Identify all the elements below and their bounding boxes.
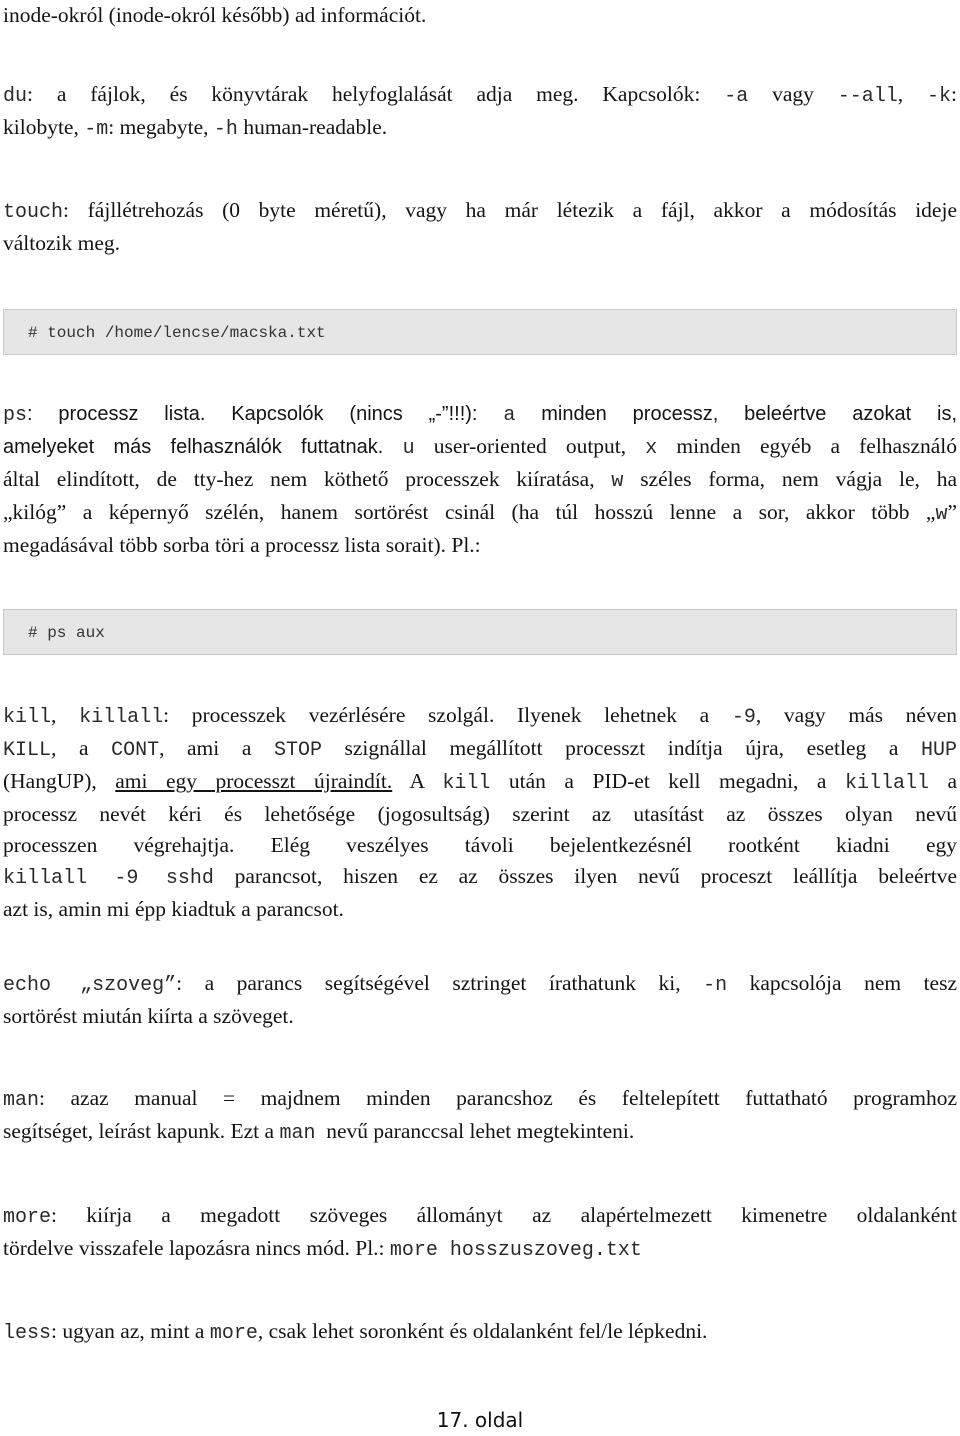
text-line: processz nevét kéri és lehetősége (jogosultság) szerint az utasítást az összes olyan nevű bbox=[3, 802, 957, 826]
page-number: 17. oldal bbox=[436, 1408, 524, 1432]
text-line: által elindított, de tty-hez nem köthető processzek kiíratása, w széles forma, nem vágja le, ha bbox=[3, 467, 957, 493]
text-line: megadásával több sorba töri a processz lista sorait). Pl.: bbox=[3, 533, 481, 557]
text-line: amelyeket más felhasználók futtatnak. u user-oriented output, x minden egyéb a felhasználó bbox=[3, 434, 958, 460]
command-du: du bbox=[3, 85, 28, 108]
text-line: azt is, amin mi épp kiadtuk a parancsot. bbox=[3, 897, 344, 921]
command-touch: touch bbox=[3, 201, 64, 224]
text-line: du: a fájlok, és könyvtárak helyfoglalását adja meg. Kapcsolók: -a vagy --all, -k: bbox=[3, 82, 958, 108]
code-example-touch: # touch /home/lencse/macska.txt bbox=[3, 309, 957, 355]
paragraph-inode bbox=[3, 0, 957, 31]
paragraph-less bbox=[3, 1316, 957, 1349]
paragraph-echo bbox=[3, 968, 957, 1032]
text-line: man: azaz manual = majdnem minden parancshoz és feltelepített futtatható programhoz bbox=[3, 1086, 957, 1112]
paragraph-more bbox=[3, 1200, 957, 1266]
command-echo: echo „szoveg” bbox=[3, 974, 177, 997]
paragraph-du bbox=[3, 79, 957, 145]
text-line: „kilóg” a képernyő szélén, hanem sortörést csinál (ha túl hosszú lenne a sor, akkor több „w” bbox=[3, 500, 957, 526]
text-line: kill, killall: processzek vezérlésére szolgál. Ilyenek lehetnek a -9, vagy más néven bbox=[3, 703, 957, 729]
text-line: ps: processz lista. Kapcsolók (nincs „-”!!!): a minden processz, beleértve azokat is, bbox=[3, 403, 958, 427]
text-line: változik meg. bbox=[3, 231, 121, 255]
text-line: (HangUP), ami egy processzt újraindít. A kill után a PID-et kell megadni, a killall a bbox=[3, 769, 958, 795]
text-line: sortörést miután kiírta a szöveget. bbox=[3, 1004, 294, 1028]
command-ps: ps bbox=[3, 404, 28, 427]
text-line: inode-okról (inode-okról később) ad információt. bbox=[3, 3, 427, 27]
text-line: touch: fájllétrehozás (0 byte méretű), vagy ha már létezik a fájl, akkor a módosítás ideje bbox=[3, 198, 957, 224]
paragraph-ps bbox=[3, 398, 957, 561]
text-line: segítséget, leírást kapunk. Ezt a man nevű paranccsal lehet megtekinteni. bbox=[3, 1119, 635, 1145]
code-example-ps: # ps aux bbox=[3, 609, 957, 655]
paragraph-kill bbox=[3, 700, 957, 925]
paragraph-man bbox=[3, 1083, 957, 1149]
command-more: more bbox=[3, 1206, 52, 1229]
command-man: man bbox=[3, 1089, 40, 1112]
text-line: processzen végrehajtja. Elég veszélyes távoli bejelentkezésnél rootként kiadni egy bbox=[3, 833, 957, 857]
text-line: more: kiírja a megadott szöveges állományt az alapértelmezett kimenetre oldalanként bbox=[3, 1203, 957, 1229]
text-line: less: ugyan az, mint a more, csak lehet soronként és oldalanként fel/le lépkedni. bbox=[3, 1319, 708, 1345]
paragraph-touch bbox=[3, 195, 957, 259]
text-line: echo „szoveg”: a parancs segítségével sztringet írathatunk ki, -n kapcsolója nem tesz bbox=[3, 971, 957, 997]
text-line: killall -9 sshd parancsot, hiszen ez az összes ilyen nevű proceszt leállítja beleértve bbox=[3, 864, 957, 890]
text-line: tördelve visszafele lapozásra nincs mód. Pl.: more hosszuszoveg.txt bbox=[3, 1236, 642, 1262]
command-less: less bbox=[3, 1322, 52, 1345]
text-line: kilobyte, -m: megabyte, -h human-readable. bbox=[3, 115, 388, 141]
command-kill: kill bbox=[3, 706, 52, 729]
command-killall: killall bbox=[79, 706, 164, 729]
text-line: KILL, a CONT, ami a STOP szignállal megállított processzt indítja újra, esetleg a HUP bbox=[3, 736, 957, 762]
